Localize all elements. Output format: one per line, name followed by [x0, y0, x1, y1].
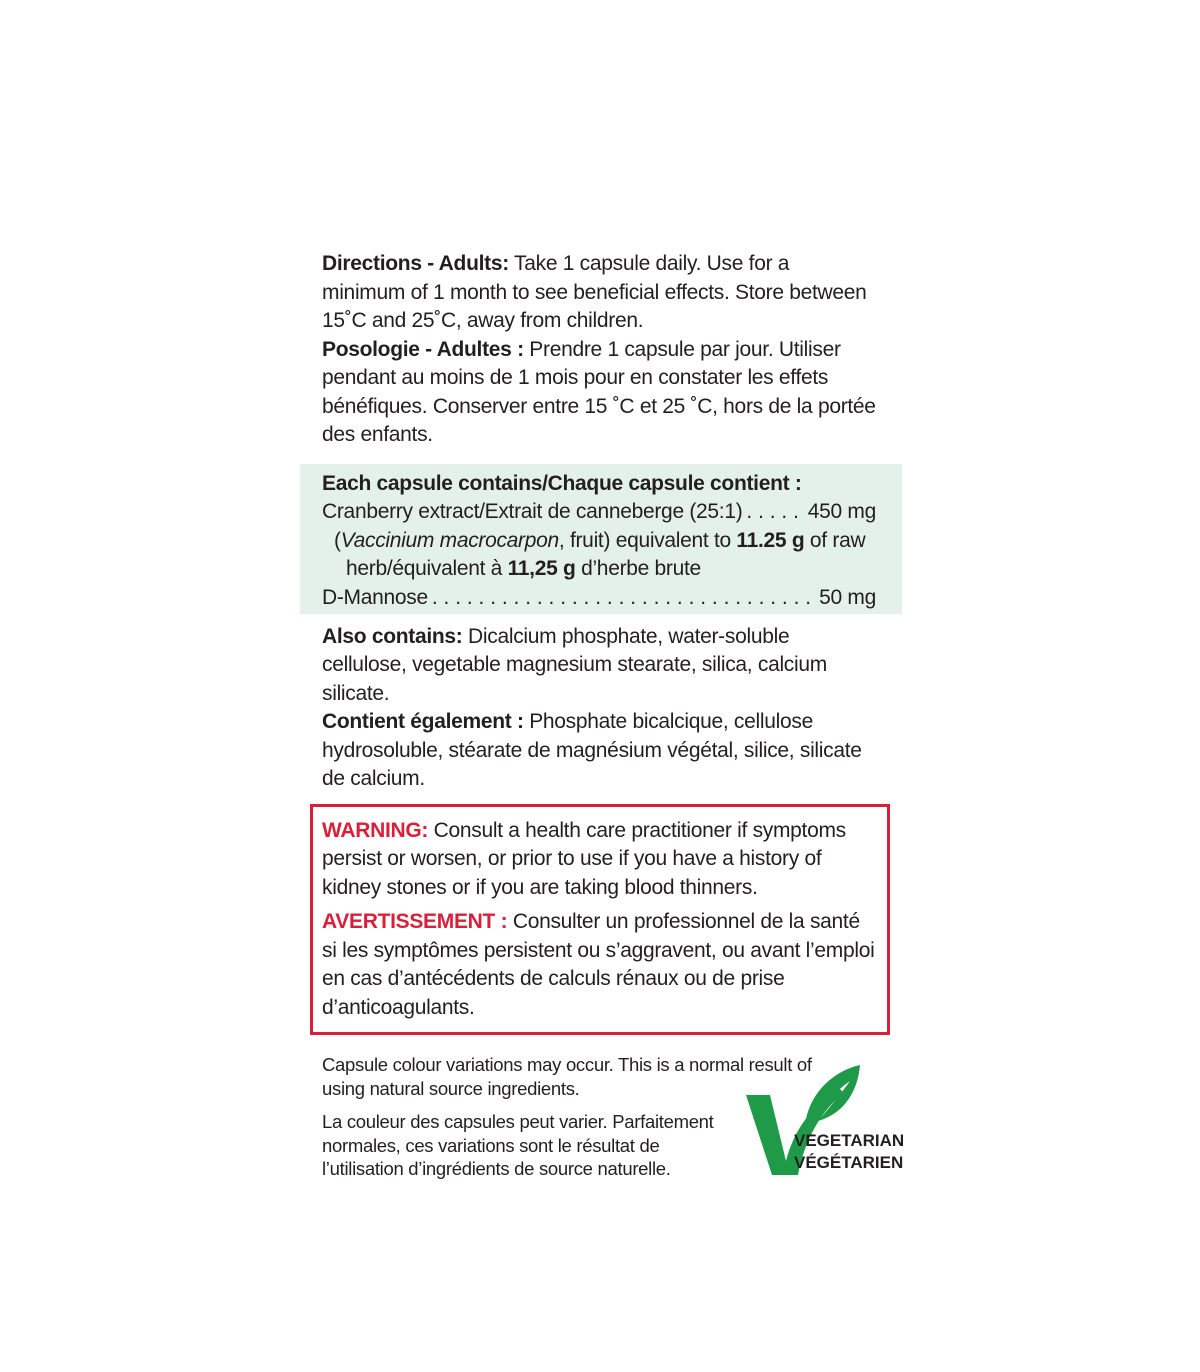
also-fr-label: Contient également :: [322, 710, 524, 733]
ingredient-detail-line2: [322, 555, 876, 584]
warning-en: [322, 817, 875, 903]
ingredient-name: D-Mannose: [322, 585, 428, 609]
directions-en-text: Take 1 capsule daily. Use for a minimum of 1 month to see beneficial effects. Store between 15˚C and 25˚C, away from children.: [322, 252, 867, 332]
directions-fr-label: Posologie - Adultes :: [322, 337, 524, 361]
colour-note-fr: La couleur des capsules peut varier. Parfaitement normales, ces variations sont le résultat de l’utilisation d’ingrédients de source naturelle.: [322, 1111, 714, 1179]
ingredient-row-cranberry: [322, 498, 876, 527]
capsule-contents-panel: [300, 464, 902, 614]
warning-box: [310, 804, 890, 1036]
detail-text: , fruit) equivalent to: [558, 528, 737, 552]
detail-text: d’herbe brute: [575, 557, 701, 580]
also-fr-text: Phosphate bicalcique, cellulose hydrosoluble, stéarate de magnésium végétal, silice, silicate de calcium.: [322, 710, 862, 790]
directions-en-label: Directions - Adults:: [322, 252, 509, 275]
supplement-label: [300, 250, 905, 1181]
vegetarian-label-en: VEGETARIAN: [794, 1131, 905, 1150]
non-medicinal-ingredients: [300, 623, 902, 794]
warning-en-text: Consult a health care practitioner if symptoms persist or worsen, or prior to use if you have a history of kidney stones or if you are taking blood thinners.: [322, 818, 846, 899]
warning-fr: [322, 908, 875, 1022]
ingredient-name: Cranberry extract/Extrait de canneberge (25:1): [322, 500, 743, 523]
also-en-label: Also contains:: [322, 624, 463, 648]
footer-notes: [300, 1053, 905, 1181]
warning-fr-label: AVERTISSEMENT :: [322, 910, 508, 933]
colour-note-en: Capsule colour variations may occur. This is a normal result of using natural source ingredients.: [322, 1054, 812, 1099]
ingredient-row-mannose: [322, 584, 876, 613]
equivalent-amount: 11.25 g: [736, 528, 805, 552]
leader-dots: [432, 584, 815, 613]
equivalent-amount: 11,25 g: [507, 557, 576, 580]
ingredient-amount: 50 mg: [819, 585, 876, 609]
vegetarian-badge: [742, 1063, 905, 1183]
warning-fr-text: Consulter un professionnel de la santé si les symptômes persistent ou s’aggravent, ou avant l’emploi en cas d’antécédents de calculs rénaux ou de prise d’anticoagulants.: [322, 910, 875, 1019]
ingredient-detail-line1: [322, 527, 876, 556]
latin-name: Vaccinium macrocarpon: [340, 528, 559, 552]
contents-heading: [322, 470, 876, 499]
directions-section: [300, 250, 902, 450]
also-en-text: Dicalcium phosphate, water-soluble cellulose, vegetable magnesium stearate, silica, calcium silicate.: [322, 624, 827, 705]
vegetarian-label-fr: VÉGÉTARIEN: [794, 1153, 904, 1172]
ingredient-amount: 450 mg: [807, 500, 876, 523]
warning-en-label: WARNING:: [322, 818, 429, 842]
detail-text: herb/équivalent à: [346, 557, 508, 580]
detail-text: of raw: [804, 528, 866, 552]
leader-dots: [746, 498, 803, 527]
directions-fr-text: Prendre 1 capsule par jour. Utiliser pendant au moins de 1 mois pour en constater les effets bénéfiques. Conserver entre 15 ˚C et 25 ˚C, hors de la portée des enfants.: [322, 337, 876, 446]
contents-heading-text: Each capsule contains/Chaque capsule contient :: [322, 471, 802, 495]
detail-text: (: [334, 528, 341, 552]
